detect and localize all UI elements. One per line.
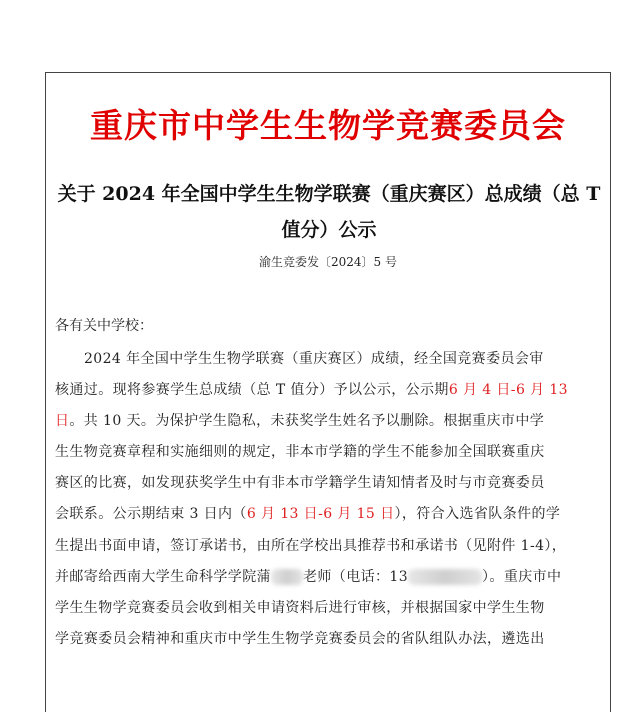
body-line bbox=[55, 562, 602, 593]
body-line: 学生生物学竞赛委员会收到相关申请资料后进行审核，并根据国家中学生生物 bbox=[55, 599, 545, 616]
body-line bbox=[55, 499, 602, 530]
notice-title: 关于 2024 年全国中学生生物学联赛（重庆赛区）总成绩（总 T 值分）公示 bbox=[57, 183, 601, 241]
body-line: 赛区的比赛，如发现获奖学生中有非本市学籍学生请知情者及时与市竞赛委员 bbox=[55, 475, 545, 492]
publicity-period-end: 日 bbox=[55, 413, 70, 430]
body-text-segment: 会联系。公示期结束 3 日内（ bbox=[55, 506, 247, 523]
body-line: 生提出书面申请，签订承诺书，由所在学校出具推荐书和承诺书（见附件 1-4）， bbox=[55, 537, 567, 554]
notice-body bbox=[55, 344, 602, 655]
body-line: 2024 年全国中学生生物学联赛（重庆赛区）成绩，经全国竞赛委员会审 bbox=[84, 351, 544, 367]
body-line bbox=[55, 406, 602, 437]
body-text-segment: 。共 10 天。为保护学生隐私，未获奖学生姓名予以删除。根据重庆市中学 bbox=[69, 413, 545, 430]
body-line: 学竞赛委员会精神和重庆市中学生生物学竞赛委员会的省队组队办法，遴选出 bbox=[55, 630, 545, 647]
document-page bbox=[45, 72, 611, 712]
body-text-segment: ），符合入选省队条件的学 bbox=[394, 506, 561, 523]
body-text-segment: 老师（电话：13 bbox=[303, 568, 409, 585]
salutation: 各有关中学校： bbox=[55, 318, 153, 334]
body-line: 生生物竞赛章程和实施细则的规定，非本市学籍的学生不能参加全国联赛重庆 bbox=[55, 444, 545, 461]
application-period: 6 月 13 日-6 月 15 日 bbox=[246, 506, 395, 523]
redacted-phone bbox=[408, 569, 482, 585]
organization-header: 重庆市中学生生物学竞赛委员会 bbox=[90, 106, 566, 145]
body-text-segment: 核通过。现将参赛学生总成绩（总 T 值分）予以公示，公示期 bbox=[55, 382, 449, 399]
publicity-period-start: 6 月 4 日-6 月 13 bbox=[448, 382, 568, 399]
body-line bbox=[55, 375, 602, 406]
body-text-segment: 并邮寄给西南大学生命科学学院蒲 bbox=[55, 568, 271, 585]
redacted-name bbox=[271, 569, 303, 585]
document-number: 渝生竞委发〔2024〕5 号 bbox=[259, 255, 397, 269]
body-text-segment: ）。重庆市中 bbox=[482, 568, 562, 585]
